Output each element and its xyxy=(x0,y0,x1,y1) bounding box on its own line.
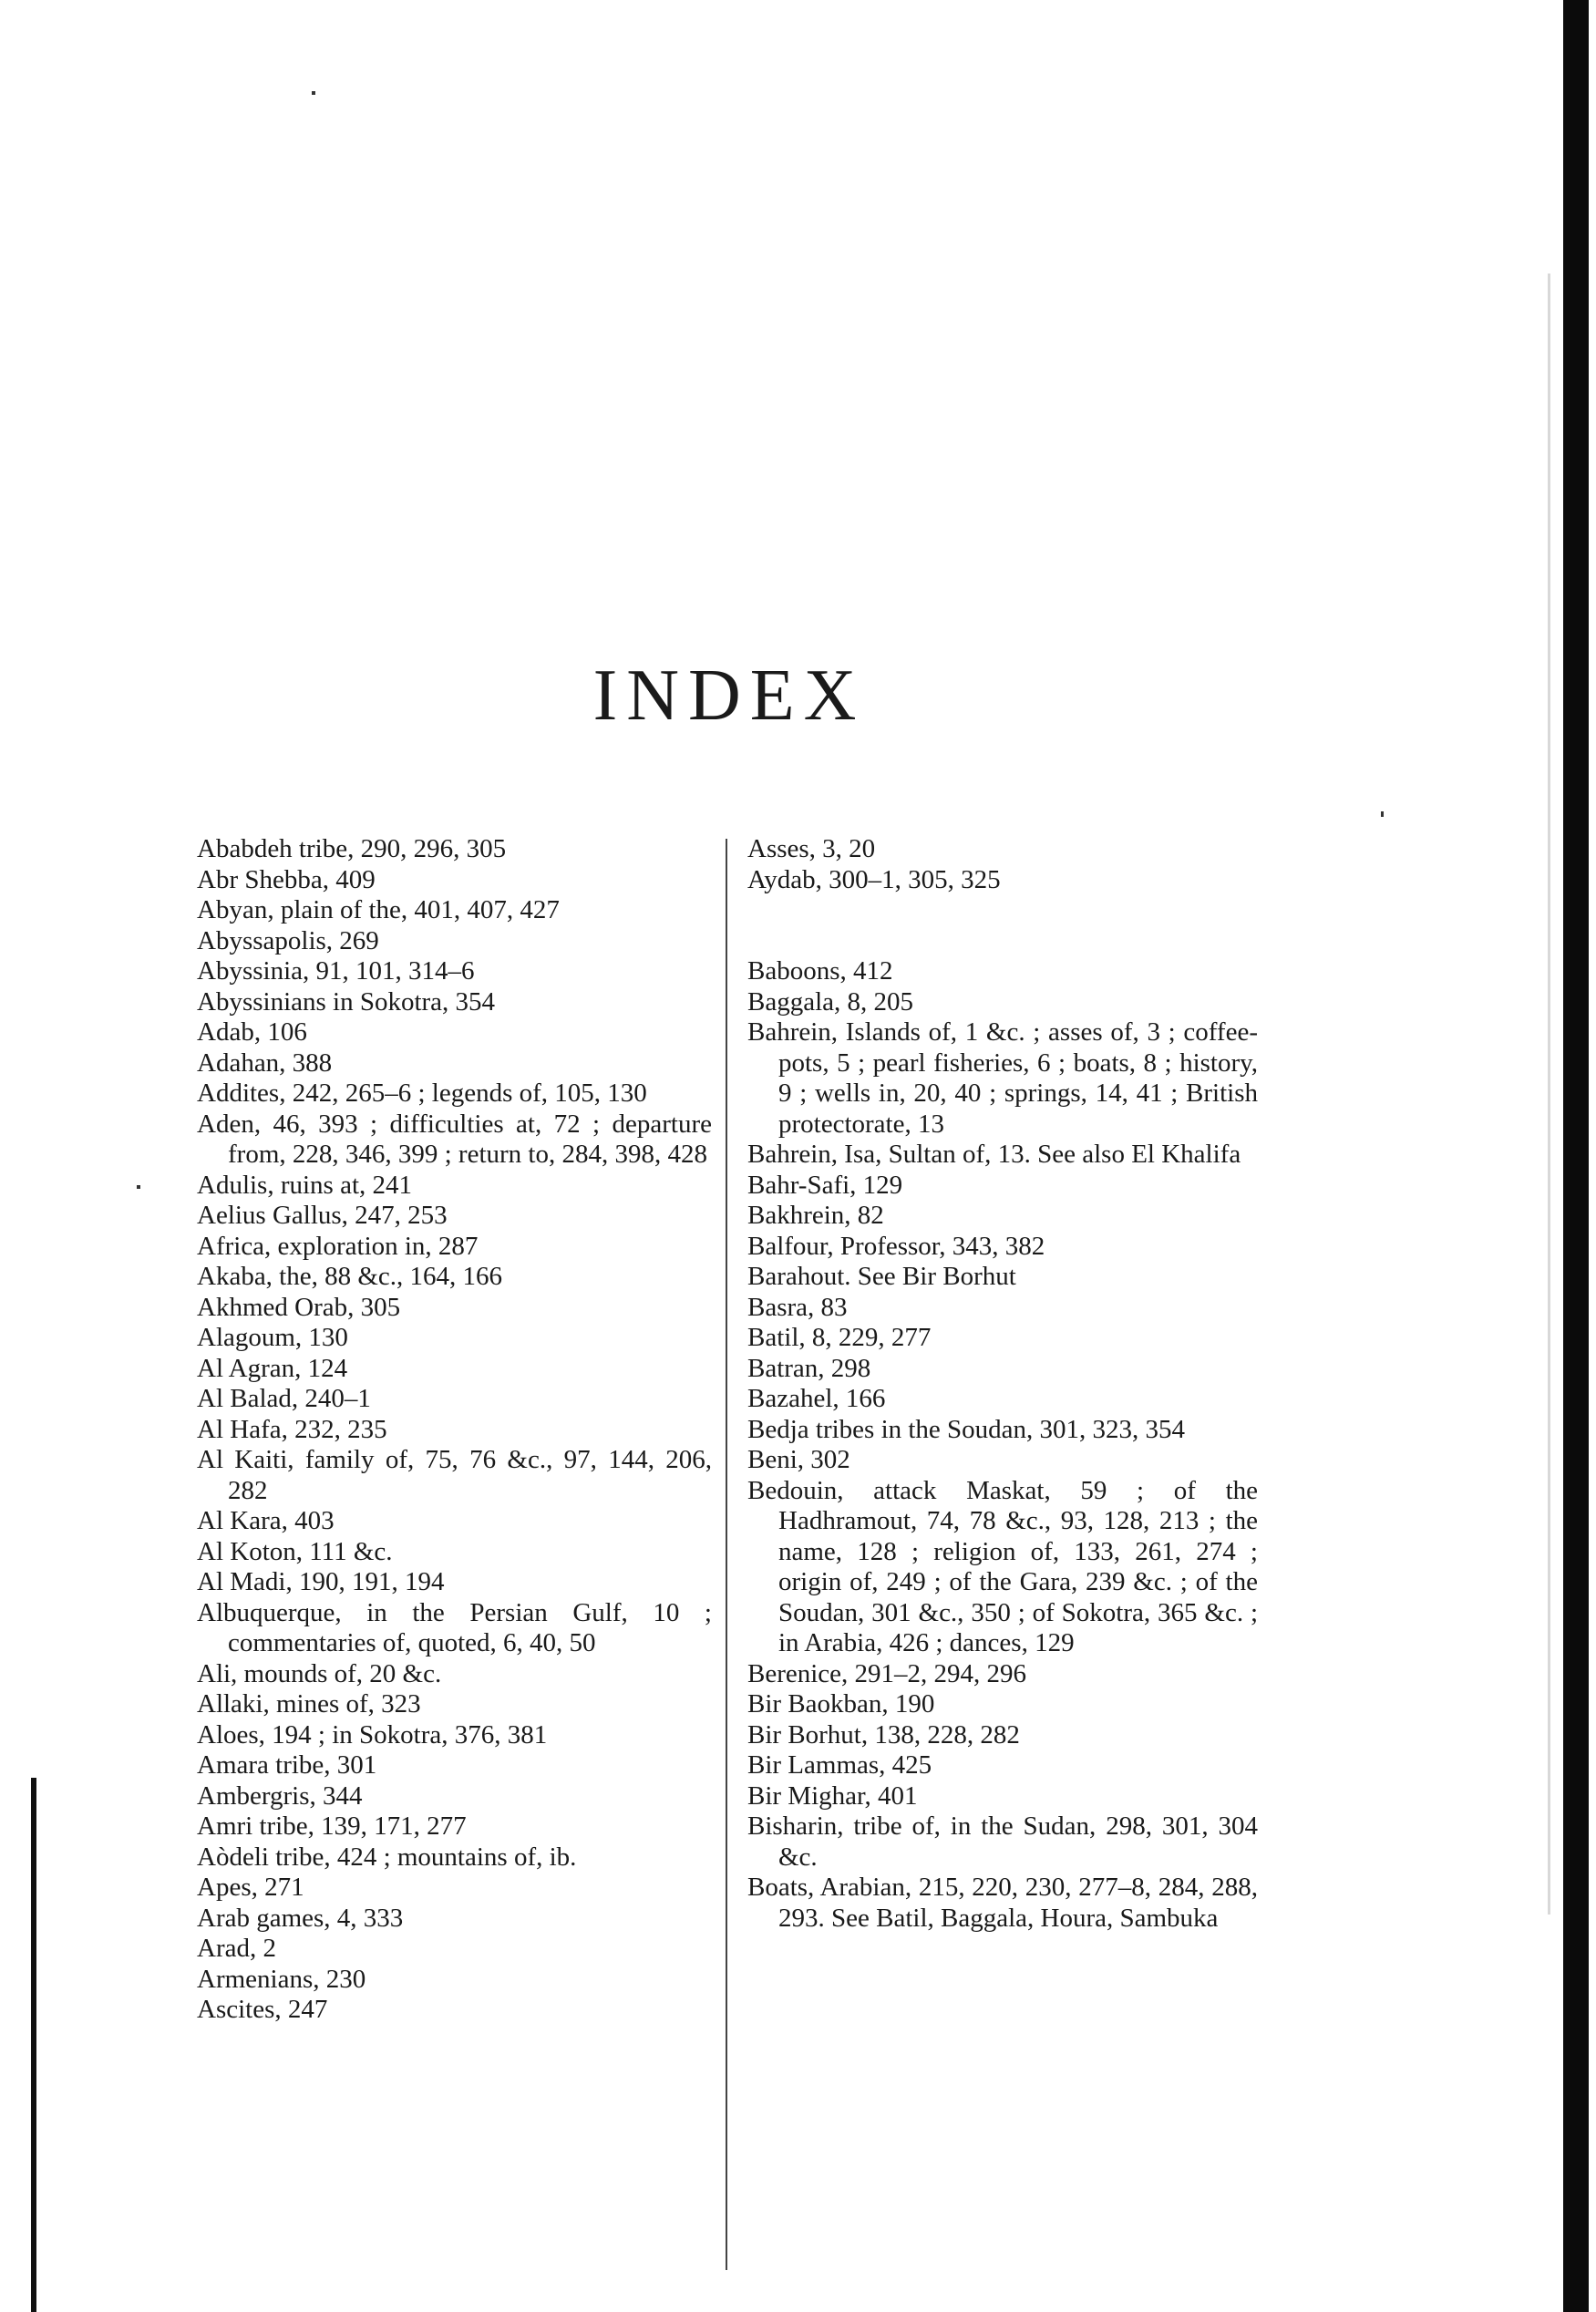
speck xyxy=(137,1185,140,1189)
index-entry: Al Madi, 190, 191, 194 xyxy=(197,1567,445,1596)
speck xyxy=(312,91,315,95)
index-entry: Armenians, 230 xyxy=(197,1964,366,1994)
index-entry: Amri tribe, 139, 171, 277 xyxy=(197,1811,467,1841)
index-group-b xyxy=(747,956,1258,1934)
index-entry: Abyssinia, 91, 101, 314–6 xyxy=(197,956,475,986)
index-entry: Arad, 2 xyxy=(197,1934,276,1963)
column-divider xyxy=(726,839,727,2270)
index-entry: Arab games, 4, 333 xyxy=(197,1903,404,1933)
index-entry: Aòdeli tribe, 424 ; mountains of, ib. xyxy=(197,1842,577,1872)
index-entry: Boats, Arabian, 215, 220, 230, 277–8, 284, 288, 293. See Batil, Baggala, Houra, Sambuka xyxy=(747,1873,1258,1933)
index-entry: Berenice, 291–2, 294, 296 xyxy=(747,1658,1027,1688)
index-entry: Barahout. See Bir Borhut xyxy=(747,1262,1016,1291)
index-entry: Al Koton, 111 &c. xyxy=(197,1536,393,1566)
index-entry: Asses, 3, 20 xyxy=(747,834,876,863)
index-entry: Abr Shebba, 409 xyxy=(197,864,376,894)
page-title: INDEX xyxy=(592,655,866,736)
speck xyxy=(1381,811,1384,817)
page-edge-shadow-left xyxy=(31,1778,36,2312)
index-entry: Albuquerque, in the Persian Gulf, 10 ; commentaries of, quoted, 6, 40, 50 xyxy=(197,1597,712,1657)
index-entry: Al Hafa, 232, 235 xyxy=(197,1414,387,1444)
index-entry: Africa, exploration in, 287 xyxy=(197,1231,479,1261)
index-entry: Aelius Gallus, 247, 253 xyxy=(197,1201,448,1230)
index-entry: Apes, 271 xyxy=(197,1873,304,1902)
index-entry: Bakhrein, 82 xyxy=(747,1201,884,1230)
index-entry: Adahan, 388 xyxy=(197,1048,333,1078)
index-entry: Basra, 83 xyxy=(747,1292,848,1322)
index-entry: Ali, mounds of, 20 &c. xyxy=(197,1658,442,1688)
index-entry: Amara tribe, 301 xyxy=(197,1750,377,1780)
index-entry: Bazahel, 166 xyxy=(747,1384,886,1413)
index-entry: Addites, 242, 265–6 ; legends of, 105, 130 xyxy=(197,1079,647,1108)
index-entry: Bisharin, tribe of, in the Sudan, 298, 301, 304 &c. xyxy=(747,1811,1258,1872)
index-entry: Bir Mighar, 401 xyxy=(747,1780,918,1811)
index-entry: Alagoum, 130 xyxy=(197,1323,348,1352)
index-entry: Aden, 46, 393 ; difficulties at, 72 ; departure from, 228, 346, 399 ; return to, 284, 398, 428 xyxy=(197,1109,712,1169)
page-edge-line xyxy=(1548,274,1550,1915)
index-entry: Bir Borhut, 138, 228, 282 xyxy=(747,1719,1020,1749)
index-entry: Ambergris, 344 xyxy=(197,1780,363,1811)
index-entry: Bahr-Safi, 129 xyxy=(747,1170,903,1200)
index-entry: Al Kara, 403 xyxy=(197,1506,335,1535)
index-entry: Ababdeh tribe, 290, 296, 305 xyxy=(197,834,507,863)
letter-group-gap xyxy=(747,895,1258,956)
index-entry: Bir Lammas, 425 xyxy=(747,1750,932,1780)
page-edge-shadow-right xyxy=(1563,0,1589,2312)
index-column-right xyxy=(747,834,1258,1934)
index-entry: Akhmed Orab, 305 xyxy=(197,1292,401,1322)
index-entry: Al Balad, 240–1 xyxy=(197,1384,371,1413)
index-entry: Bedja tribes in the Soudan, 301, 323, 354 xyxy=(747,1414,1186,1444)
index-entry: Bir Baokban, 190 xyxy=(747,1689,935,1719)
index-group-a xyxy=(747,834,1258,895)
index-entry: Batran, 298 xyxy=(747,1353,871,1383)
index-entry: Abyssapolis, 269 xyxy=(197,925,379,955)
index-entry: Allaki, mines of, 323 xyxy=(197,1689,421,1719)
index-entry: Aloes, 194 ; in Sokotra, 376, 381 xyxy=(197,1719,548,1749)
index-entry: Al Kaiti, family of, 75, 76 &c., 97, 144, 206, 282 xyxy=(197,1445,712,1505)
index-entry: Bahrein, Islands of, 1 &c. ; asses of, 3 ; coffee-pots, 5 ; pearl fisheries, 6 ; boats, 8 ; history, 9 ; wells in, 20, 40 ; springs, 14, 41 ; British protectorate, 13 xyxy=(747,1017,1258,1139)
index-entry: Beni, 302 xyxy=(747,1445,850,1474)
index-entry: Bedouin, attack Maskat, 59 ; of the Hadhramout, 74, 78 &c., 93, 128, 213 ; the name, 128 ; religion of, 133, 261, 274 ; origin of, 249 ; of the Gara, 239 &c. ; of the Soudan, 301 &c., 350 ; of Sokotra, 365 &c. ; in Arabia, 426 ; dances, 129 xyxy=(747,1475,1258,1657)
index-entry: Baboons, 412 xyxy=(747,956,893,986)
index-entry: Baggala, 8, 205 xyxy=(747,986,914,1017)
index-entry: Bahrein, Isa, Sultan of, 13. See also El Khalifa xyxy=(747,1140,1241,1169)
index-entry: Ascites, 247 xyxy=(197,1995,328,2024)
index-entry: Abyssinians in Sokotra, 354 xyxy=(197,986,496,1017)
index-entry: Balfour, Professor, 343, 382 xyxy=(747,1231,1045,1261)
index-entry: Adab, 106 xyxy=(197,1017,307,1047)
index-entry: Akaba, the, 88 &c., 164, 166 xyxy=(197,1262,503,1291)
index-entry: Aydab, 300–1, 305, 325 xyxy=(747,864,1001,894)
index-entry: Adulis, ruins at, 241 xyxy=(197,1170,413,1200)
index-entry: Batil, 8, 229, 277 xyxy=(747,1323,932,1352)
index-entry: Abyan, plain of the, 401, 407, 427 xyxy=(197,895,560,924)
index-entry: Al Agran, 124 xyxy=(197,1353,348,1383)
index-column-left xyxy=(197,834,712,2026)
